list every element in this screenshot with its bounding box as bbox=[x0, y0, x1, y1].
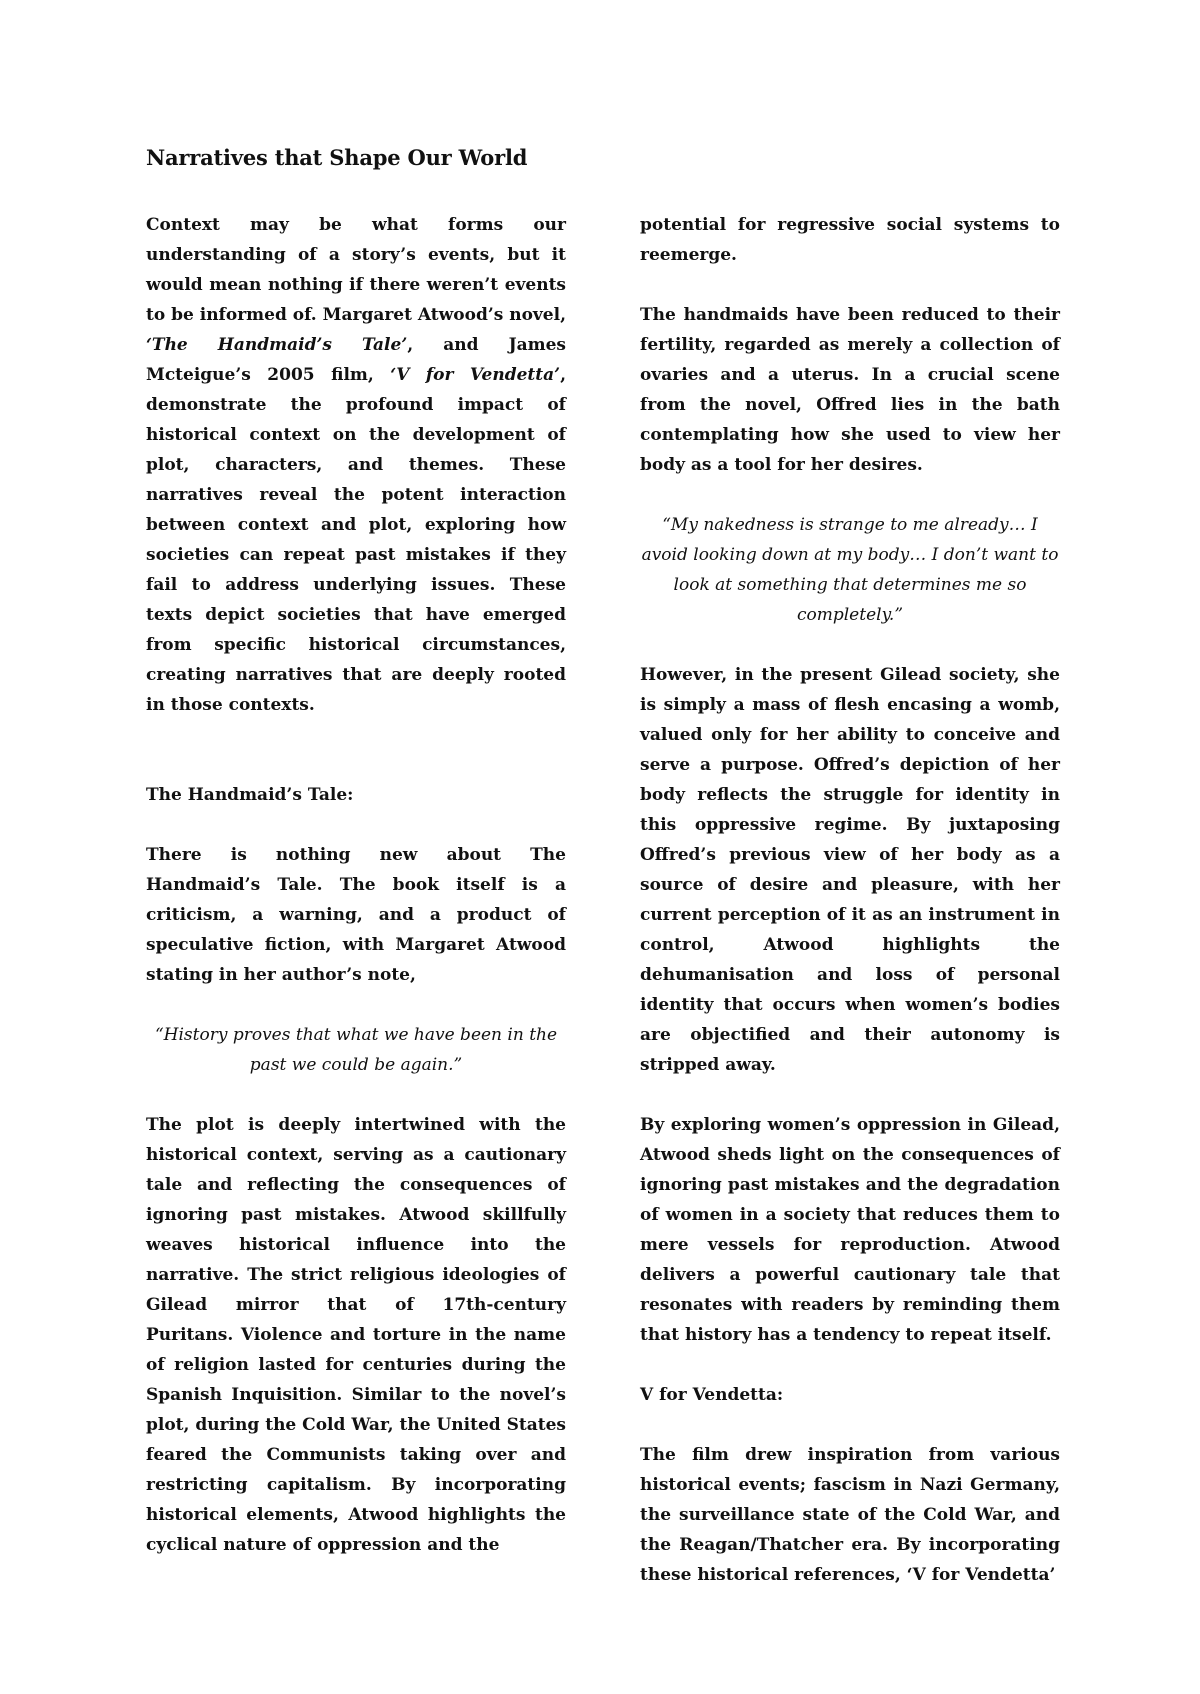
intro-paragraph bbox=[146, 210, 566, 720]
nakedness-quote: “My nakedness is strange to me already… I avoid looking down at my body… I don’t want to look at something that determines me so completely.” bbox=[641, 515, 1059, 625]
continuation-paragraph: potential for regressive social systems to reemerge. bbox=[640, 215, 1060, 265]
intro-text-1: Context may be what forms our understanding of a story’s events, but it would mean nothing if there weren’t events to be informed of. Margaret Atwood’s novel, bbox=[146, 215, 567, 325]
document-title: Narratives that Shape Our World bbox=[146, 145, 528, 170]
section-heading-v-for-vendetta: V for Vendetta: bbox=[640, 1385, 784, 1405]
section-heading-handmaids-tale: The Handmaid’s Tale: bbox=[146, 785, 354, 805]
film-title: ‘V for Vendetta’ bbox=[390, 365, 561, 385]
vendetta-paragraph: The film drew inspiration from various historical events; fascism in Nazi Germany, the surveillance state of the Cold War, and the Reagan/Thatcher era. By incorporating these historical references, ‘V for Vendetta’ bbox=[640, 1445, 1060, 1585]
gilead-society-paragraph: However, in the present Gilead society, she is simply a mass of flesh encasing a womb, valued only for her ability to conceive and serve a purpose. Offred’s depiction of her body reflects the struggle for identity in this oppressive regime. By juxtaposing Offred’s previous view of her body as a source of desire and pleasure, with her current perception of it as an instrument in control, Atwood highlights the dehumanisation and loss of personal identity that occurs when women’s bodies are objectified and their autonomy is stripped away. bbox=[640, 665, 1060, 1075]
handmaid-intro-paragraph: There is nothing new about The Handmaid’s Tale. The book itself is a criticism, a warning, and a product of speculative fiction, with Margaret Atwood stating in her author’s note, bbox=[146, 845, 566, 985]
history-quote: “History proves that what we have been in the past we could be again.” bbox=[154, 1025, 558, 1075]
novel-title: ‘The Handmaid’s Tale’ bbox=[146, 335, 408, 355]
right-column bbox=[640, 210, 1060, 1590]
fertility-paragraph: The handmaids have been reduced to their fertility, regarded as merely a collection of ovaries and a uterus. In a crucial scene from the novel, Offred lies in the bath contemplating how she used to view her body as a tool for her desires. bbox=[640, 305, 1060, 475]
intro-text-3: , demonstrate the profound impact of historical context on the development of plot, characters, and themes. These narratives reveal the potent interaction between context and plot, exploring how societies can repeat past mistakes if they fail to address underlying issues. These texts depict societies that have emerged from specific historical circumstances, creating narratives that are deeply rooted in those contexts. bbox=[146, 365, 566, 715]
intro-text-2: , and James Mcteigue’s 2005 film, bbox=[146, 335, 566, 385]
oppression-paragraph: By exploring women’s oppression in Gilead, Atwood sheds light on the consequences of ignoring past mistakes and the degradation of women in a society that reduces them to mere vessels for reproduction. Atwood delivers a powerful cautionary tale that resonates with readers by reminding them that history has a tendency to repeat itself. bbox=[640, 1115, 1060, 1345]
plot-context-paragraph: The plot is deeply intertwined with the historical context, serving as a cautionary tale and reflecting the consequences of ignoring past mistakes. Atwood skillfully weaves historical influence into the narrative. The strict religious ideologies of Gilead mirror that of 17th-century Puritans. Violence and torture in the name of religion lasted for centuries during the Spanish Inquisition. Similar to the novel’s plot, during the Cold War, the United States feared the Communists taking over and restricting capitalism. By incorporating historical elements, Atwood highlights the cyclical nature of oppression and the bbox=[146, 1115, 566, 1555]
left-column bbox=[146, 210, 566, 1560]
